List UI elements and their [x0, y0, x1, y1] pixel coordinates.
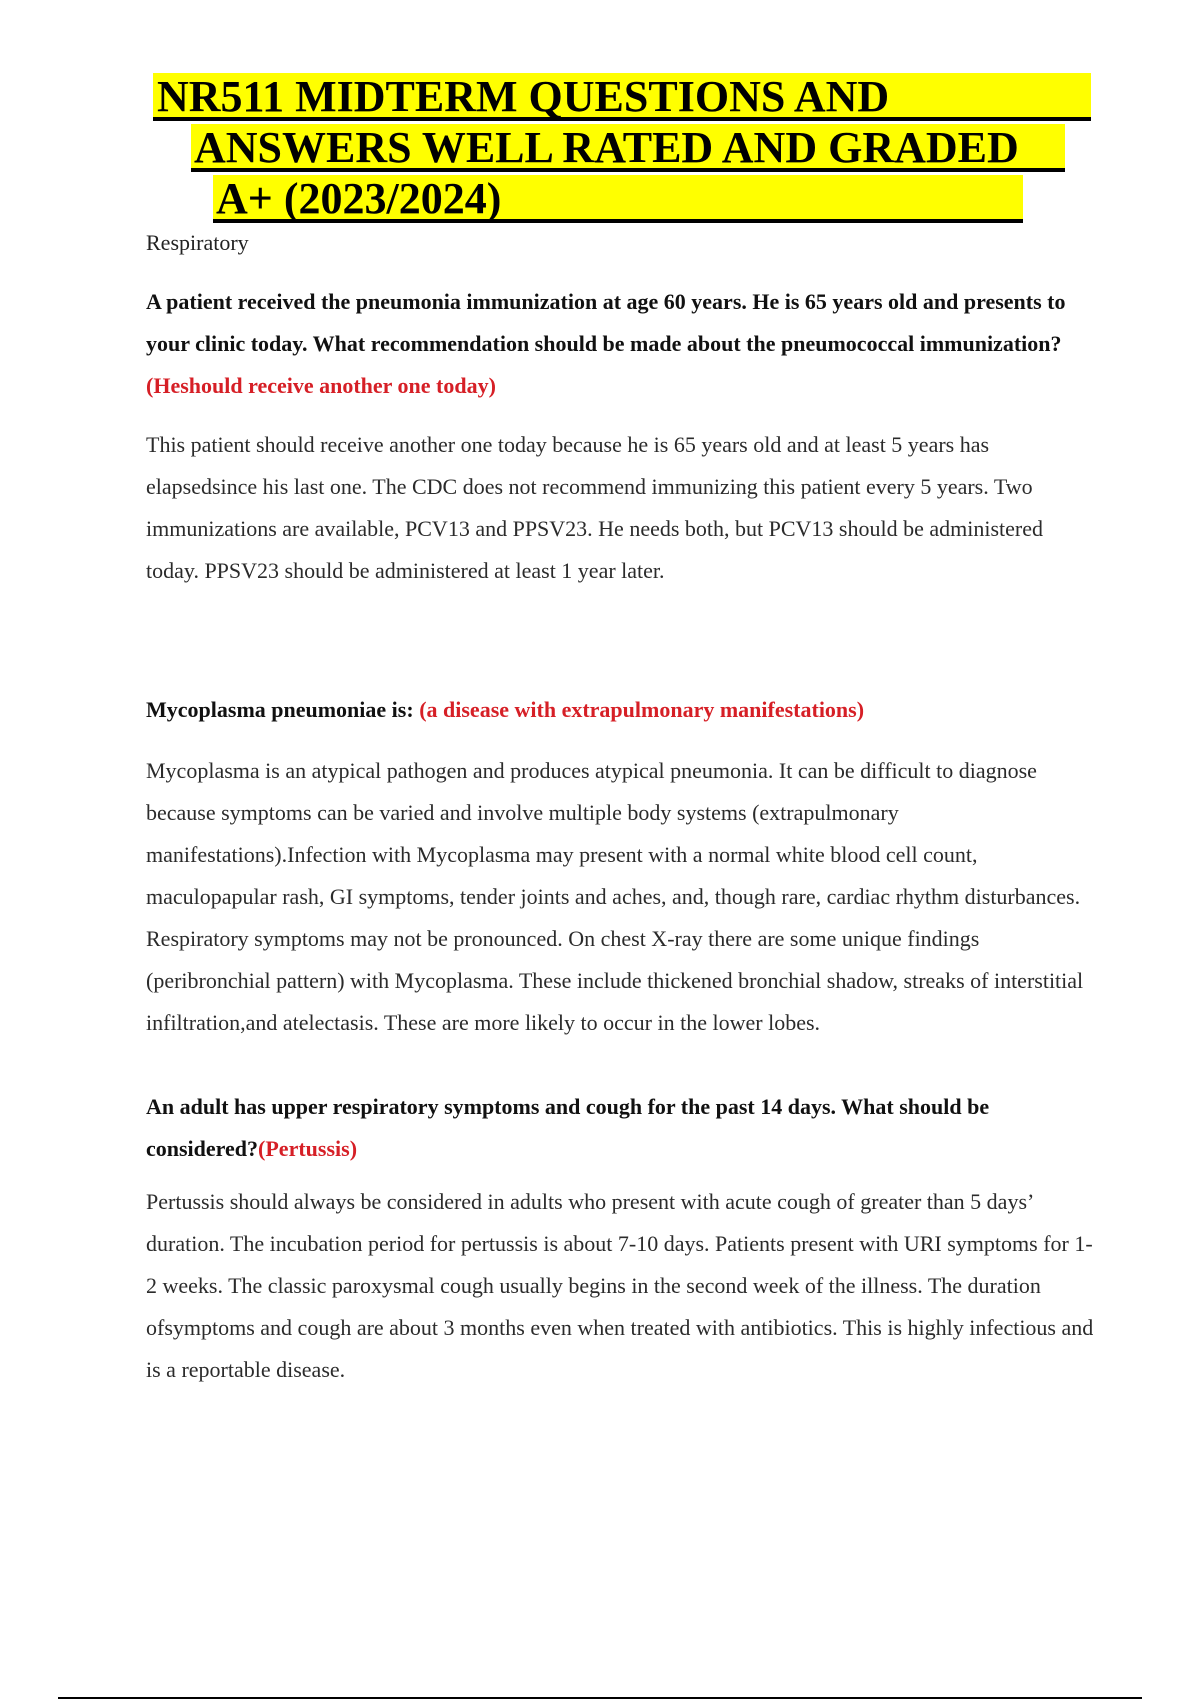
answer-1: (Heshould receive another one today)	[146, 373, 496, 398]
explanation-1: This patient should receive another one today because he is 65 years old and at least 5 years has elapsedsince his last one. The CDC does not recommend immunizing this patient every 5 years. Two immunizations are available, PCV13 and PPSV23. He needs both, but PCV13 should be administered today. PPSV23 should be administered at least 1 year later.	[146, 432, 1044, 583]
question-1	[146, 281, 1096, 407]
question-2	[146, 689, 1096, 731]
page-bottom-rule	[58, 1697, 1142, 1699]
question-3	[146, 1086, 1096, 1170]
question-3-text: An adult has upper respiratory symptoms and cough for the past 14 days. What should be considered?	[146, 1094, 990, 1161]
explanation-2: Mycoplasma is an atypical pathogen and produces atypical pneumonia. It can be difficult to diagnose because symptoms can be varied and involve multiple body systems (extrapulmonary manifestations).Infection with Mycoplasma may present with a normal white blood cell count, maculopapular rash, GI symptoms, tender joints and aches, and, though rare, cardiac rhythm disturbances. Respiratory symptoms may not be pronounced. On chest X-ray there are some unique findings (peribronchial pattern) with Mycoplasma. These include thickened bronchial shadow, streaks of interstitial infiltration,and atelectasis. These are more likely to occur in the lower lobes.	[146, 758, 1084, 1035]
document-title-line-3: A+ (2023/2024)	[213, 175, 1023, 223]
explanation-3: Pertussis should always be considered in adults who present with acute cough of greater than 5 days’ duration. The incubation period for pertussis is about 7-10 days. Patients present with URI symptoms for 1-2 weeks. The classic paroxysmal cough usually begins in the second week of the illness. The duration ofsymptoms and cough are about 3 months even when treated with antibiotics. This is highly infectious and is a reportable disease.	[146, 1189, 1094, 1382]
document-title-line-2: ANSWERS WELL RATED AND GRADED	[191, 124, 1065, 172]
answer-2: (a disease with extrapulmonary manifestations)	[419, 697, 865, 722]
answer-3: (Pertussis)	[258, 1136, 358, 1161]
question-2-text: Mycoplasma pneumoniae is:	[146, 697, 414, 722]
section-heading: Respiratory	[146, 230, 249, 255]
document-title-line-1: NR511 MIDTERM QUESTIONS AND	[153, 73, 1091, 121]
question-1-text: A patient received the pneumonia immunization at age 60 years. He is 65 years old and presents to your clinic today. What recommendation should be made about the pneumococcal immunization?	[146, 289, 1066, 356]
